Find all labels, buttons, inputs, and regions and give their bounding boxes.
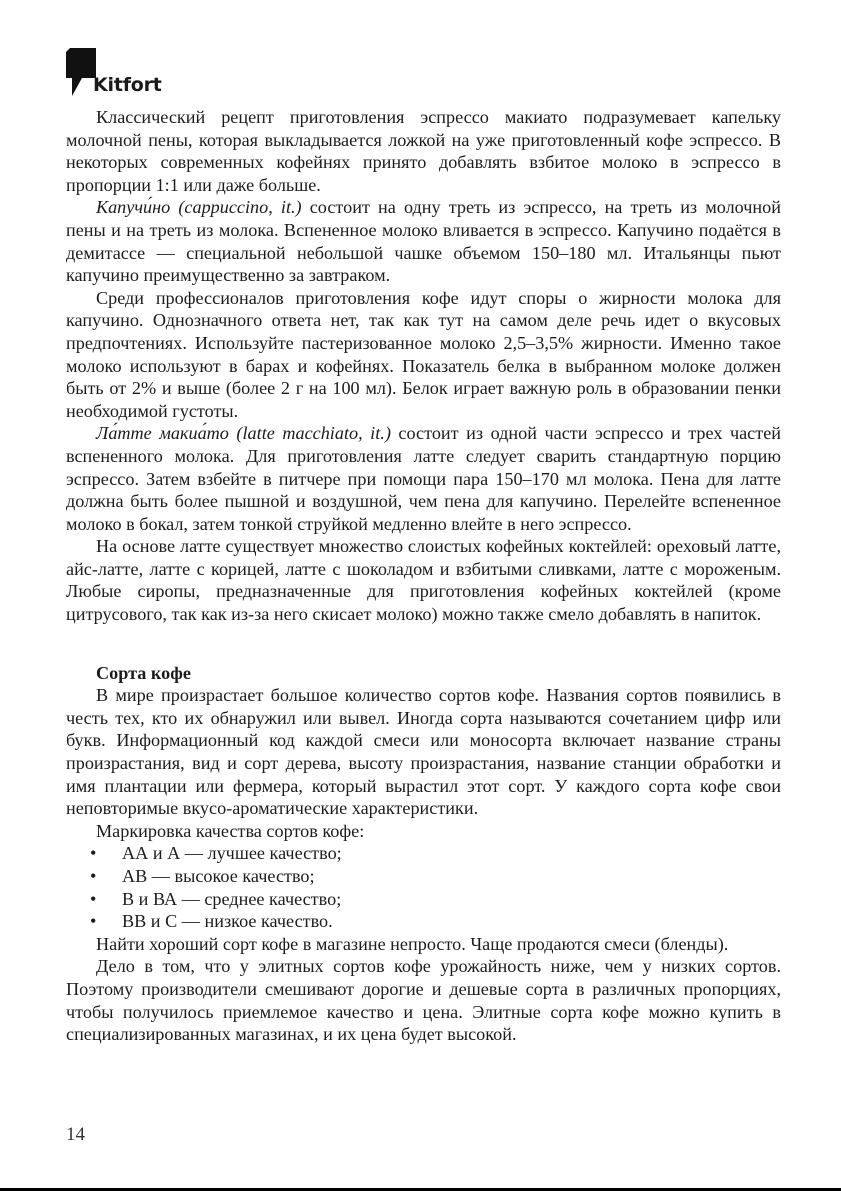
intro-paragraph: Классический рецепт приготовления эспрессо макиато подразумевает капельку молочной пены, которая выкладывается ложкой на уже приготовленный кофе эспрессо. В некоторых современных кофейнях принято добавлять взбитое молоко в эспрессо в пропорции 1:1 или даже больше.	[66, 107, 781, 195]
latte-term: Ла́тте макиа́то (latte macchiato, it.)	[96, 423, 391, 444]
cappuccino-text: состоит на одну треть из эспрессо, на треть из молочной пены и на треть из молока. Вспененное молоко вливается в эспрессо. Капучино подаётся в демитассе — специальной небольшой чашке объемом 150–180 мл. Итальянцы пьют капучино преимущественно за завтраком.	[66, 197, 781, 286]
brand-name: Kitfort	[93, 74, 162, 96]
bullet: •	[90, 911, 97, 932]
marking-intro: Маркировка качества сортов кофе:	[96, 820, 365, 841]
varieties-paragraph: В мире произрастает большое количество сортов кофе. Названия сортов появились в честь тех, кто их обнаружил или вывел. Иногда сорта называются сочетанием цифр или букв. Информационный код каждой смеси или моносорта включает название страны произрастания, вид и сорт дерева, высоту произрастания, название станции обработки и имя плантации или фермера, который вырастил этот сорт. У каждого сорта кофе свои неповторимые вкусо-ароматические характеристики.	[66, 685, 781, 819]
kitfort-logo-icon	[66, 48, 96, 96]
grade-text: АА и А — лучшее качество;	[122, 843, 342, 864]
bullet: •	[90, 866, 97, 886]
list-item	[66, 842, 781, 865]
cappuccino-term: Капучи́но (cappuccino, it.)	[96, 197, 302, 218]
latte-text: состоит из одной части эспрессо и трех частей вспененного молока. Для приготовления латте следует сварить стандартную порцию эспрессо. Затем взбейте в питчере при помощи пара 150–170 мл молока. Пена для латте должна быть более пышной и воздушной, чем пена для капучино. Перелейте вспененное молоко в бокал, затем тонкой струйкой медленно влейте в него эспрессо.	[66, 423, 781, 534]
bullet: •	[90, 843, 97, 864]
bullet: •	[90, 888, 97, 909]
list-item	[66, 910, 781, 933]
grade-text: ВВ и С — низкое качество.	[122, 911, 333, 932]
cocktails-paragraph: На основе латте существует множество слоистых кофейных коктейлей: ореховый латте, айс-латте, латте с корицей, латте с шоколадом и взбитыми сливками, латте с мороженым. Любые сиропы, предназначенные для приготовления кофейных коктейлей (кроме цитрусового, так как из-за него скисает молоко) можно также смело добавлять в напиток.	[66, 536, 781, 625]
article-body	[66, 106, 781, 1046]
blends-line: Найти хороший сорт кофе в магазине непросто. Чаще продаются смеси (бленды).	[96, 933, 729, 954]
list-item	[66, 888, 781, 911]
grade-list	[66, 842, 781, 932]
list-item	[66, 865, 781, 888]
cappuccino-paragraph	[66, 196, 781, 286]
grade-text: В и ВА — среднее качество;	[122, 888, 342, 909]
closing-paragraph: Дело в том, что у элитных сортов кофе урожайность ниже, чем у низких сортов. Поэтому производители смешивают дорогие и дешевые сорта в различных пропорциях, чтобы получилось приемлемое качество и цена. Элитные сорта кофе можно купить в специализированных магазинах, и их цена будет высокой.	[66, 956, 781, 1045]
latte-paragraph	[66, 422, 781, 535]
milk-fat-paragraph: Среди профессионалов приготовления кофе идут споры о жирности молока для капучино. Однозначного ответа нет, так как тут на самом деле речь идет о вкусовых предпочтениях. Используйте пастеризованное молоко 2,5–3,5% жирности. Именно такое молоко используют в барах и кофейнях. Показатель белка в выбранном молоке должен быть от 2% и выше (более 2 г на 100 мл). Белок играет важную роль в образовании пенки необходимой густоты.	[66, 287, 781, 421]
brand-logo	[66, 46, 162, 96]
page-number: 14	[66, 1124, 85, 1145]
grade-text: АВ — высокое качество;	[122, 866, 315, 886]
section-heading: Сорта кофе	[96, 662, 191, 683]
